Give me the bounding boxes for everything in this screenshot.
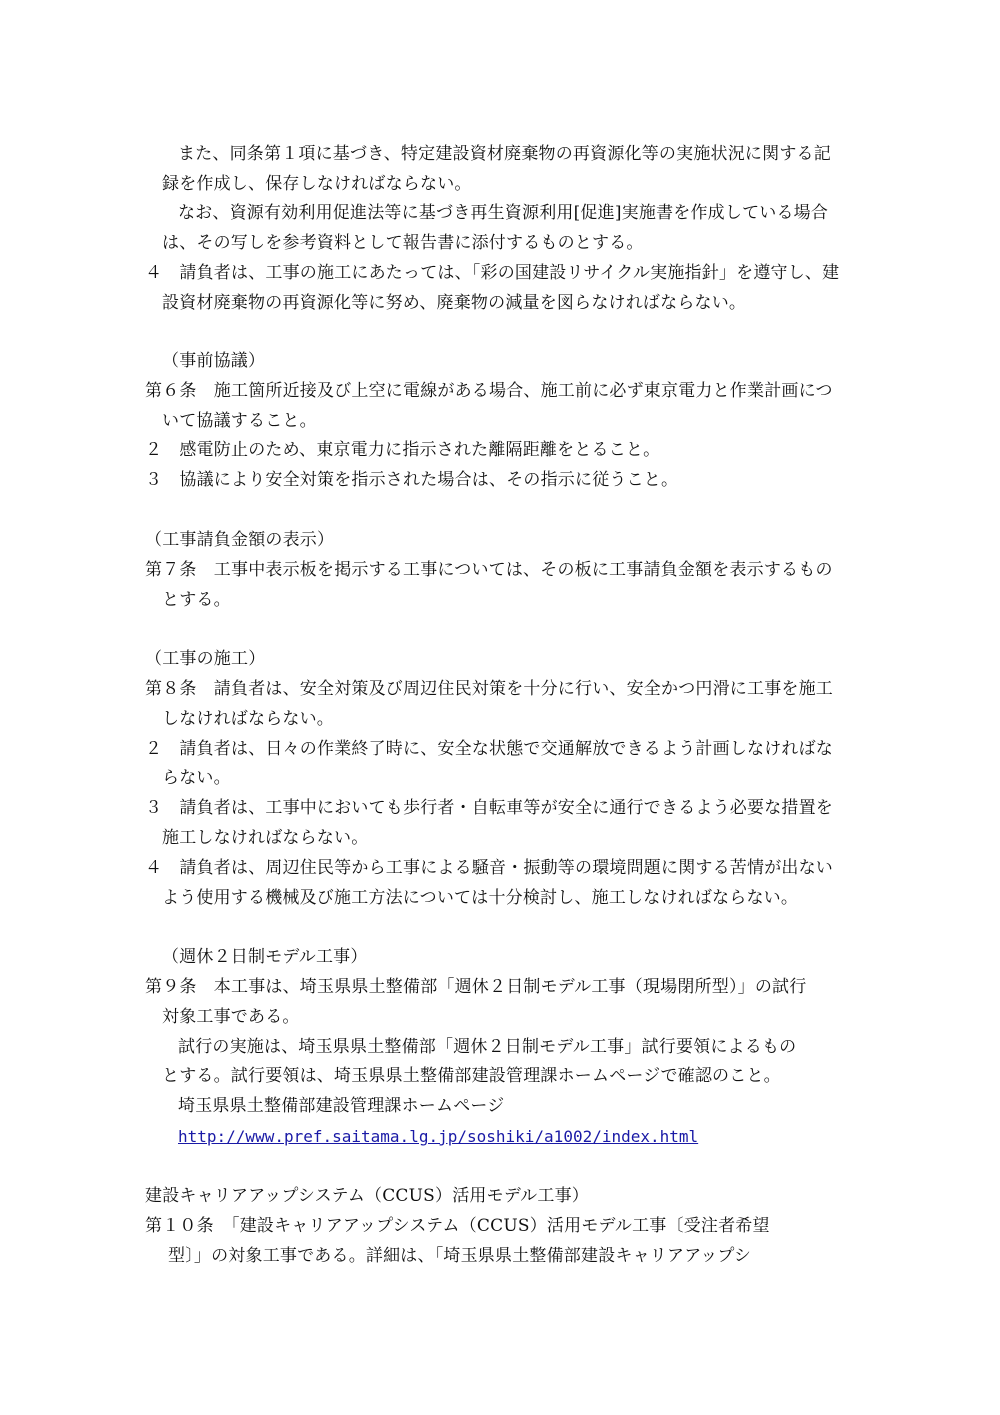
text-line: 録を作成し、保存しなければならない。 (162, 174, 472, 194)
text-line: 設資材廃棄物の再資源化等に努め、廃棄物の減量を図らなければならない。 (162, 293, 747, 313)
text-line: なお、資源有効利用促進法等に基づき再生資源利用[促進]実施書を作成している場合 (178, 203, 829, 223)
text-line: ４ 請負者は、工事の施工にあたっては、「彩の国建設リサイクル実施指針」を遵守し、建 (145, 263, 840, 283)
text-line: 施工しなければならない。 (162, 828, 369, 848)
text-line: 試行の実施は、埼玉県県土整備部「週休２日制モデル工事」試行要領によるもの (178, 1037, 797, 1057)
text-line: 第６条 施工箇所近接及び上空に電線がある場合、施工前に必ず東京電力と作業計画につ (145, 381, 833, 401)
text-line: 第７条 工事中表示板を掲示する工事については、その板に工事請負金額を表示するもの (145, 560, 833, 580)
text-line: 埼玉県県土整備部建設管理課ホームページ (178, 1096, 505, 1116)
text-line: 型〕」の対象工事である。詳細は、「埼玉県県土整備部建設キャリアアップシ (168, 1246, 752, 1266)
text-line: また、同条第１項に基づき、特定建設資材廃棄物の再資源化等の実施状況に関する記 (178, 144, 831, 164)
text-line: ２ 感電防止のため、東京電力に指示された離隔距離をとること。 (145, 440, 661, 460)
text-line: 第８条 請負者は、安全対策及び周辺住民対策を十分に行い、安全かつ円滑に工事を施工 (145, 679, 833, 699)
text-line: 第１０条 「建設キャリアアップシステム（CCUS）活用モデル工事〔受注者希望 (145, 1216, 770, 1236)
section-heading: （工事請負金額の表示） (145, 530, 335, 550)
text-line: は、その写しを参考資料として報告書に添付するものとする。 (162, 233, 644, 253)
section-heading: 建設キャリアアップシステム（CCUS）活用モデル工事） (145, 1186, 589, 1206)
section-heading: （事前協議） (162, 351, 266, 371)
section-heading: （工事の施工） (145, 649, 266, 669)
text-line: ４ 請負者は、周辺住民等から工事による騒音・振動等の環境問題に関する苦情が出ない (145, 858, 833, 878)
text-line: らない。 (162, 768, 231, 788)
text-line: よう使用する機械及び施工方法については十分検討し、施工しなければならない。 (162, 888, 799, 908)
text-line: いて協議すること。 (162, 411, 317, 431)
text-line: ３ 請負者は、工事中においても歩行者・自転車等が安全に通行できるよう必要な措置を (145, 798, 833, 818)
section-heading: （週休２日制モデル工事） (162, 947, 368, 967)
text-line: しなければならない。 (162, 709, 334, 729)
text-line: ３ 協議により安全対策を指示された場合は、その指示に従うこと。 (145, 470, 679, 490)
text-line: 対象工事である。 (162, 1007, 300, 1027)
text-line: とする。試行要領は、埼玉県県土整備部建設管理課ホームページで確認のこと。 (162, 1066, 781, 1086)
text-line: ２ 請負者は、日々の作業終了時に、安全な状態で交通解放できるよう計画しなければな (145, 739, 833, 759)
text-line: とする。 (162, 590, 231, 610)
homepage-link[interactable]: http://www.pref.saitama.lg.jp/soshiki/a1002/index.html (178, 1127, 699, 1146)
text-line: 第９条 本工事は、埼玉県県土整備部「週休２日制モデル工事（現場閉所型）」の試行 (145, 977, 807, 997)
